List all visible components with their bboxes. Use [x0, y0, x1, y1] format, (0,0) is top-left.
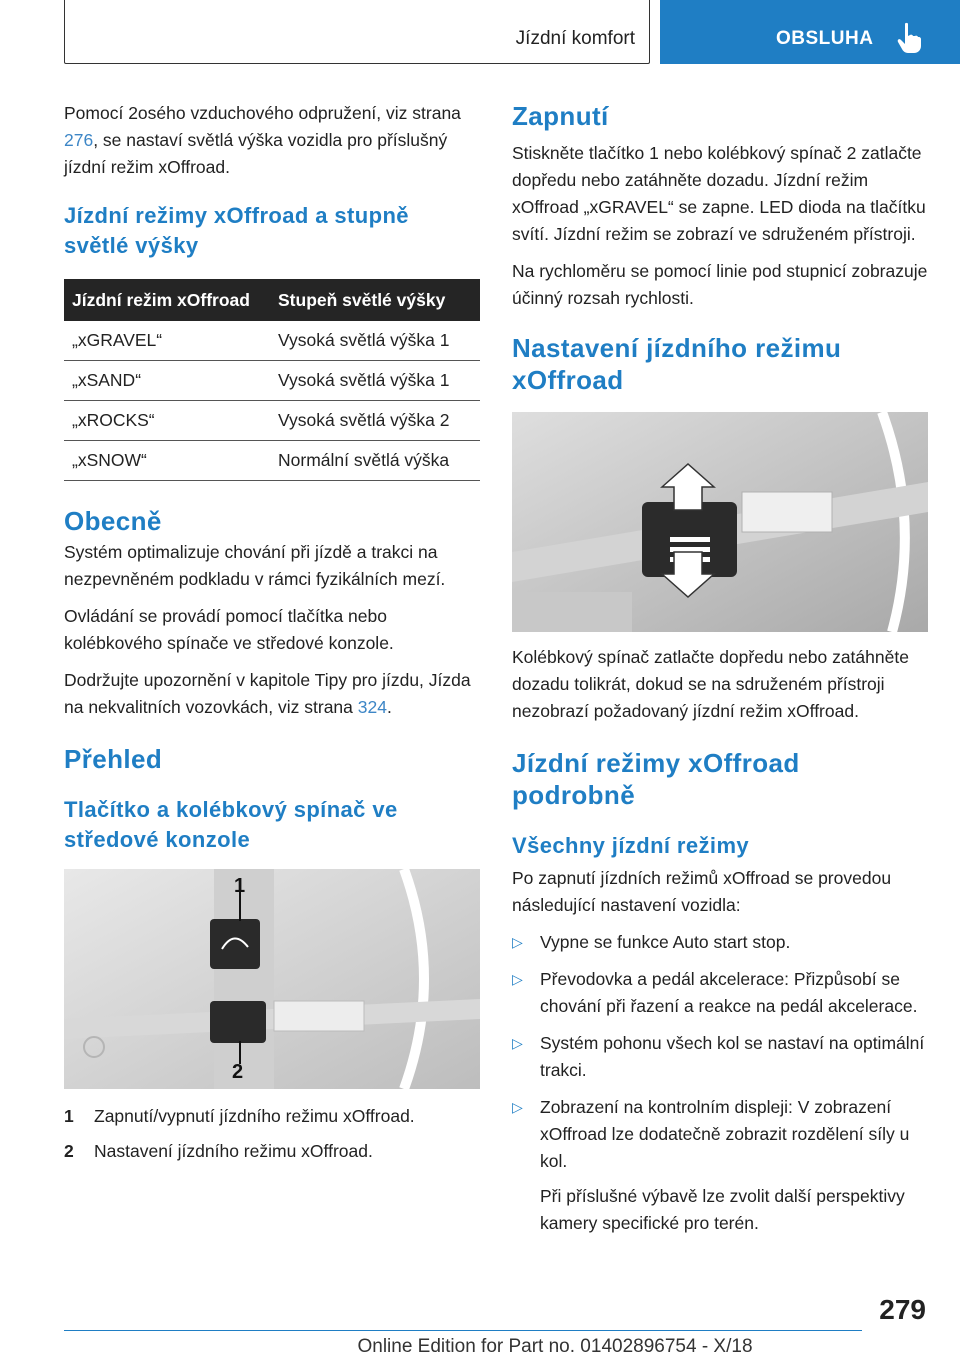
table-row: „xSNOW“ Normální světlá výška	[64, 441, 480, 481]
image-legend	[64, 1103, 480, 1165]
page-number: 279	[879, 1294, 926, 1325]
triangle-bullet-icon: ▷	[512, 971, 523, 987]
page-link-324[interactable]: 324	[357, 697, 387, 717]
callout-1: 1	[234, 875, 246, 897]
general-paragraph-3: Dodržujte upozornění v kapitole Tipy pro jízdu, Jízda na nekvalitních vozovkách, viz strana 324.	[64, 670, 471, 717]
list-item: 2 Nastavení jízdního režimu xOffroad.	[64, 1141, 373, 1161]
list-item: 1 Zapnutí/vypnutí jízdního režimu xOffroad.	[64, 1106, 415, 1126]
table-row: „xGRAVEL“ Vysoká světlá výška 1	[64, 321, 480, 361]
table-row: „xROCKS“ Vysoká světlá výška 2	[64, 401, 480, 441]
set-paragraph: Kolébkový spínač zatlačte dopředu nebo zatáhněte dozadu tolikrát, dokud se na sdruženém přístroji nezobrazí požadovaný jízdní režim xOffroad.	[512, 647, 909, 721]
console-heading: Tlačítko a kolébkový spínač ve středové konzole	[64, 797, 398, 852]
all-modes-paragraph: Po zapnutí jízdních režimů xOffroad se provedou následující nastavení vozidla:	[512, 868, 892, 915]
header-section-tab	[660, 0, 960, 64]
triangle-bullet-icon: ▷	[512, 1099, 523, 1115]
footer-divider	[64, 1330, 862, 1331]
page-link-276[interactable]: 276	[64, 130, 94, 150]
list-item: ▷ Zobrazení na kontrolním displeji: V zobrazení xOffroad lze dodatečně zobrazit rozdělení síly u kol. Při příslušné výbavě lze zvolit další perspektivy kamery specifické pro terén.	[512, 1094, 928, 1237]
detail-heading: Jízdní režimy xOffroad podrobně	[512, 748, 800, 810]
triangle-bullet-icon: ▷	[512, 934, 523, 950]
list-item: ▷ Vypne se funkce Auto start stop.	[512, 929, 928, 956]
console-image	[64, 869, 480, 1089]
modes-table	[64, 279, 480, 481]
right-column	[512, 100, 928, 1247]
general-paragraph-2: Ovládání se provádí pomocí tlačítka nebo kolébkového spínače ve středové konzole.	[64, 606, 394, 653]
on-heading: Zapnutí	[512, 101, 609, 131]
callout-2: 2	[232, 1061, 244, 1083]
table-header-mode: Jízdní režim xOffroad	[64, 279, 270, 321]
list-item: ▷ Převodovka a pedál akcelerace: Přizpůsobí se chování při řazení a reakce na pedál akcelerace.	[512, 966, 928, 1020]
all-modes-heading: Všechny jízdní režimy	[512, 833, 750, 858]
triangle-bullet-icon: ▷	[512, 1035, 523, 1051]
settings-list	[512, 929, 928, 1237]
intro-paragraph: Pomocí 2osého vzduchového odpružení, viz strana 276, se nastaví světlá výška vozidla pro příslušný jízdní režim xOffroad.	[64, 103, 461, 177]
left-column	[64, 100, 480, 1173]
footer-edition: Online Edition for Part no. 01402896754 - X/18	[357, 1336, 753, 1357]
table-heading: Jízdní režimy xOffroad a stupně světlé výšky	[64, 203, 409, 258]
rocker-switch-image	[512, 412, 928, 632]
on-paragraph-2: Na rychloměru se pomocí linie pod stupnicí zobrazuje účinný rozsah rychlosti.	[512, 261, 928, 308]
set-heading: Nastavení jízdního režimu xOffroad	[512, 333, 842, 395]
general-heading: Obecně	[64, 506, 162, 536]
section-title: OBSLUHA	[776, 28, 874, 49]
list-item-subparagraph: Při příslušné výbavě lze zvolit další perspektivy kamery specifické pro terén.	[540, 1186, 905, 1233]
general-paragraph-1: Systém optimalizuje chování při jízdě a trakci na nezpevněném podkladu v rámci fyzikálních mezí.	[64, 542, 446, 589]
overview-heading: Přehled	[64, 744, 163, 774]
chapter-title: Jízdní komfort	[515, 28, 635, 49]
table-header-height: Stupeň světlé výšky	[270, 279, 480, 321]
table-row: „xSAND“ Vysoká světlá výška 1	[64, 361, 480, 401]
on-paragraph-1: Stiskněte tlačítko 1 nebo kolébkový spínač 2 zatlačte dopředu nebo zatáhněte dozadu. Jízdní režim xOffroad „xGRAVEL“ se zapne. LED dioda na tlačítku svítí. Jízdní režim se zobrazí ve sdruženém přístroji.	[512, 143, 926, 244]
header-title-box	[64, 0, 650, 64]
list-item: ▷ Systém pohonu všech kol se nastaví na optimální trakci.	[512, 1030, 928, 1084]
hand-pointer-icon	[896, 22, 922, 54]
